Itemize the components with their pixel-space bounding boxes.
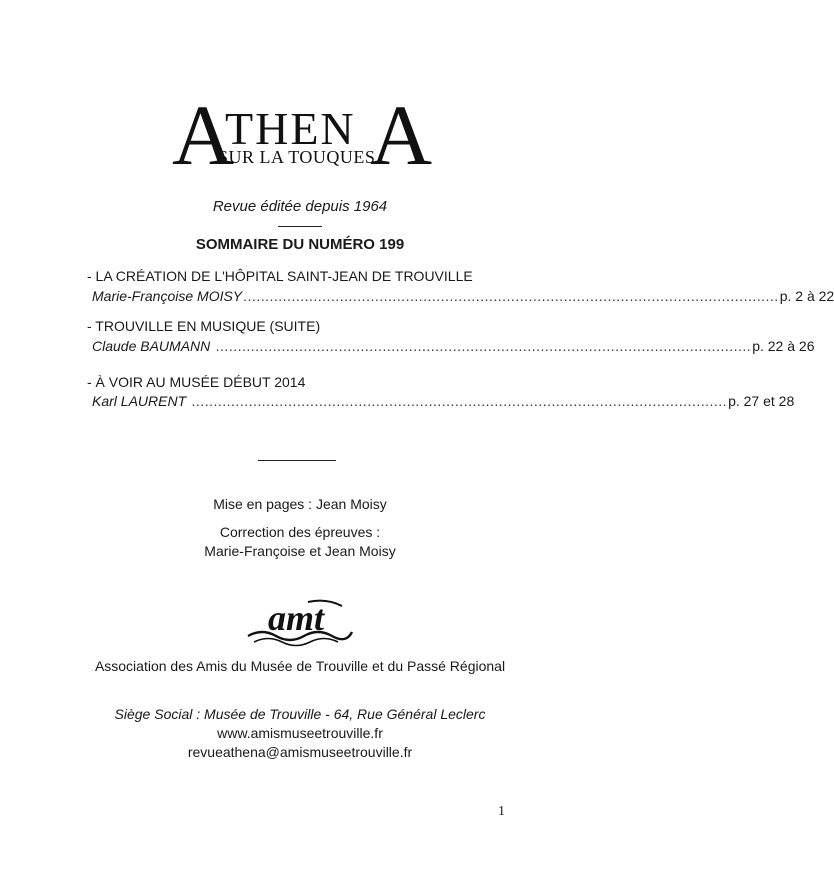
masthead-letter-left: A — [172, 87, 235, 183]
toc-entry-author: Claude BAUMANN — [92, 338, 211, 354]
masthead-title: THEN — [225, 103, 356, 154]
toc-entry-line — [92, 288, 834, 304]
toc-entry-title: - À VOIR AU MUSÉE DÉBUT 2014 — [87, 374, 306, 390]
page-number: 1 — [498, 804, 505, 819]
tagline: Revue éditée depuis 1964 — [212, 198, 388, 215]
divider-short — [278, 226, 322, 227]
toc-leader-dots: .......................................................................................................................... — [243, 288, 779, 304]
masthead-letter-right: A — [370, 87, 433, 183]
toc-entry-title: - LA CRÉATION DE L'HÔPITAL SAINT-JEAN DE TROUVILLE — [87, 268, 473, 284]
contact-email[interactable]: revueathena@amismuseetrouville.fr — [187, 744, 413, 760]
contact-website[interactable]: www.amismuseetrouville.fr — [217, 725, 383, 741]
toc-entry-line — [92, 338, 815, 354]
toc-entry-title: - TROUVILLE EN MUSIQUE (SUITE) — [87, 318, 321, 334]
association-name: Association des Amis du Musée de Trouville et du Passé Régional — [94, 658, 506, 674]
summary-heading: SOMMAIRE DU NUMÉRO 199 — [195, 236, 405, 253]
masthead-subtitle: SUR LA TOUQUES — [218, 147, 376, 167]
toc-entry-author: Karl LAURENT — [92, 393, 187, 409]
toc-entry-pages: p. 2 à 22 — [779, 288, 834, 304]
logo-text: amt — [267, 598, 325, 638]
proofreading-names: Marie-Françoise et Jean Moisy — [204, 543, 396, 559]
proofreading-label: Correction des épreuves : — [219, 524, 381, 540]
toc-leader-dots: .......................................................................................................................... — [187, 393, 728, 409]
toc-entry-pages: p. 27 et 28 — [728, 393, 795, 409]
toc-entry-author: Marie-Françoise MOISY — [92, 288, 243, 304]
toc-entry-pages: p. 22 à 26 — [752, 338, 815, 354]
association-logo — [238, 596, 362, 648]
toc-entry-line — [92, 393, 795, 409]
divider-long — [258, 460, 336, 461]
layout-credit: Mise en pages : Jean Moisy — [213, 496, 387, 512]
contact-address: Siège Social : Musée de Trouville - 64, Rue Général Leclerc — [114, 706, 486, 722]
toc-leader-dots: .......................................................................................................................... — [211, 338, 752, 354]
